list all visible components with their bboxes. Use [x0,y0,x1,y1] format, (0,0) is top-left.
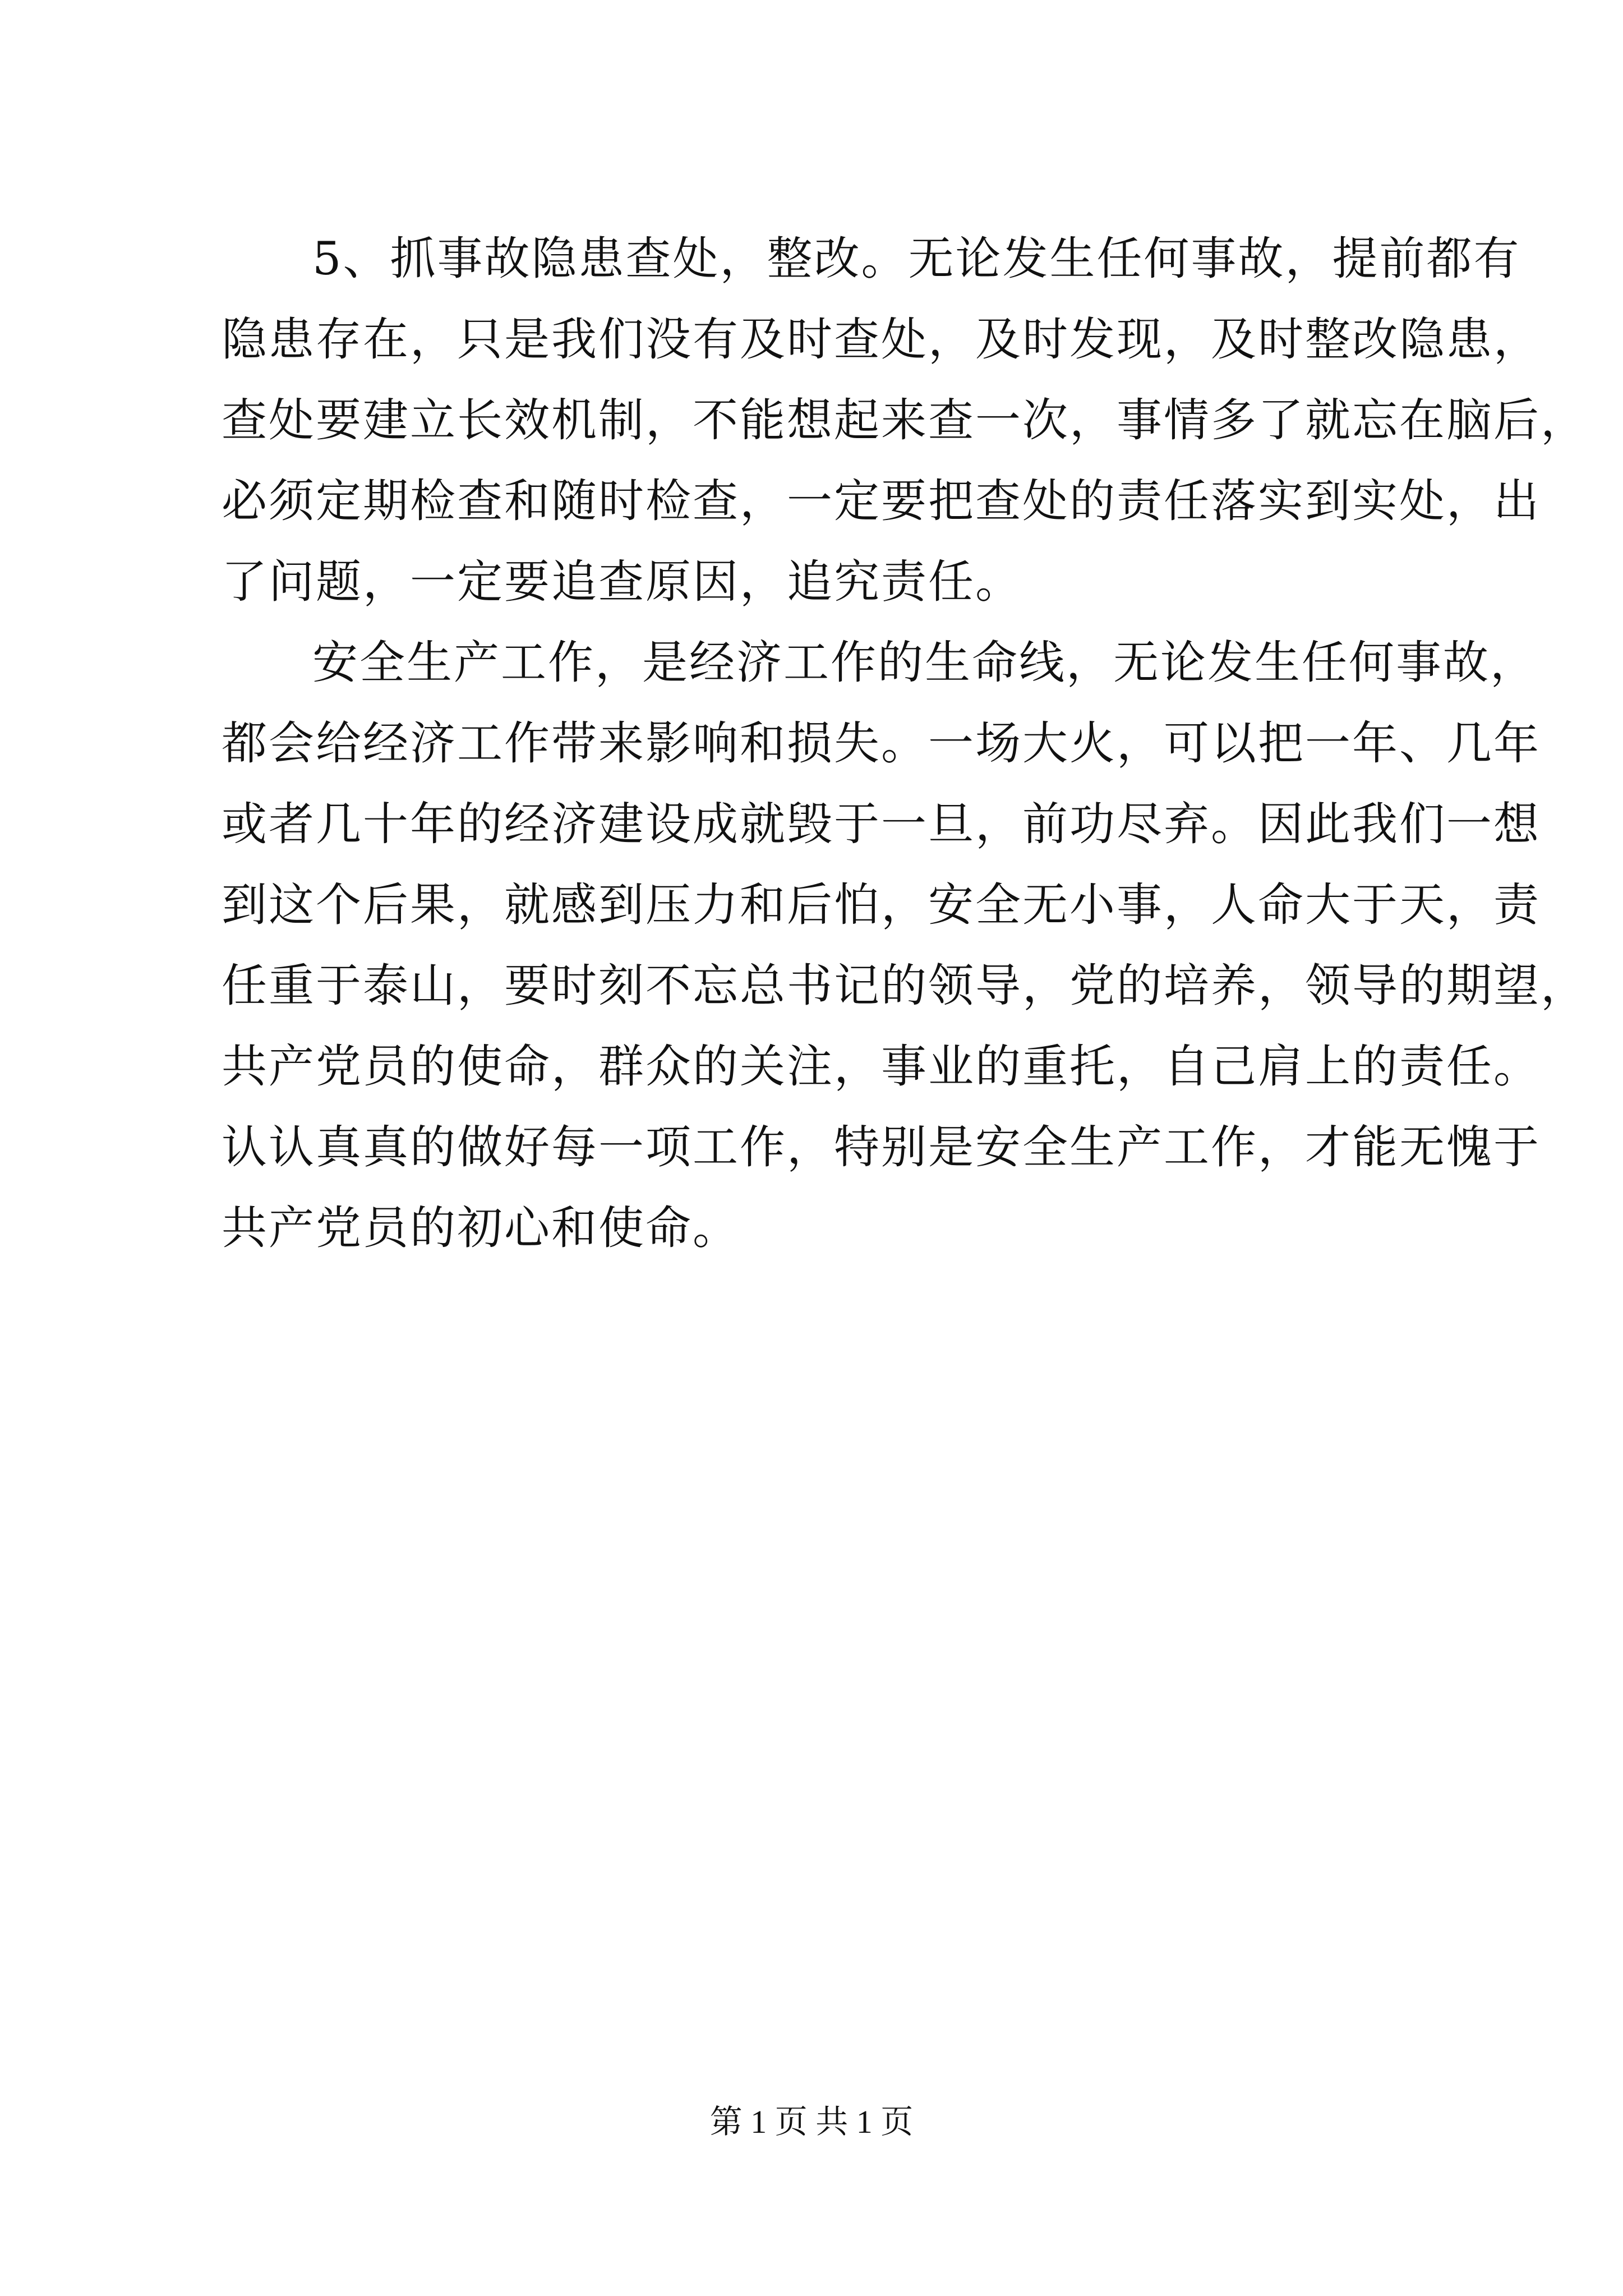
page-number-footer: 第 1 页 共 1 页 [709,2104,914,2140]
paragraph-line: 或者几十年的经济建设成就毁于一旦，前功尽弃。因此我们一想 [222,798,1541,851]
paragraph-line: 任重于泰山，要时刻不忘总书记的领导，党的培养，领导的期望， [222,960,1588,1013]
paragraph-line: 隐患存在，只是我们没有及时查处，及时发现，及时整改隐患， [222,314,1541,366]
paragraph-line: 5、抓事故隐患查处，整改。无论发生任何事故，提前都有 [312,233,1521,286]
paragraph-line: 必须定期检查和随时检查，一定要把查处的责任落实到实处，出 [222,475,1541,528]
paragraph-line: 查处要建立长效机制，不能想起来查一次，事情多了就忘在脑后， [222,394,1588,447]
paragraph-line: 到这个后果，就感到压力和后怕，安全无小事，人命大于天，责 [222,879,1541,932]
paragraph-line: 都会给经济工作带来影响和损失。一场大火，可以把一年、几年 [222,717,1541,770]
paragraph-line: 了问题，一定要追查原因，追究责任。 [222,556,1023,609]
paragraph-line: 安全生产工作，是经济工作的生命线，无论发生任何事故， [312,637,1538,689]
paragraph-line: 共产党员的使命，群众的关注，事业的重托，自己肩上的责任。 [222,1041,1541,1093]
body-text [222,219,1588,1269]
paragraph-line: 共产党员的初心和使命。 [222,1202,740,1255]
paragraph-line: 认认真真的做好每一项工作，特别是安全生产工作，才能无愧于 [222,1121,1541,1174]
